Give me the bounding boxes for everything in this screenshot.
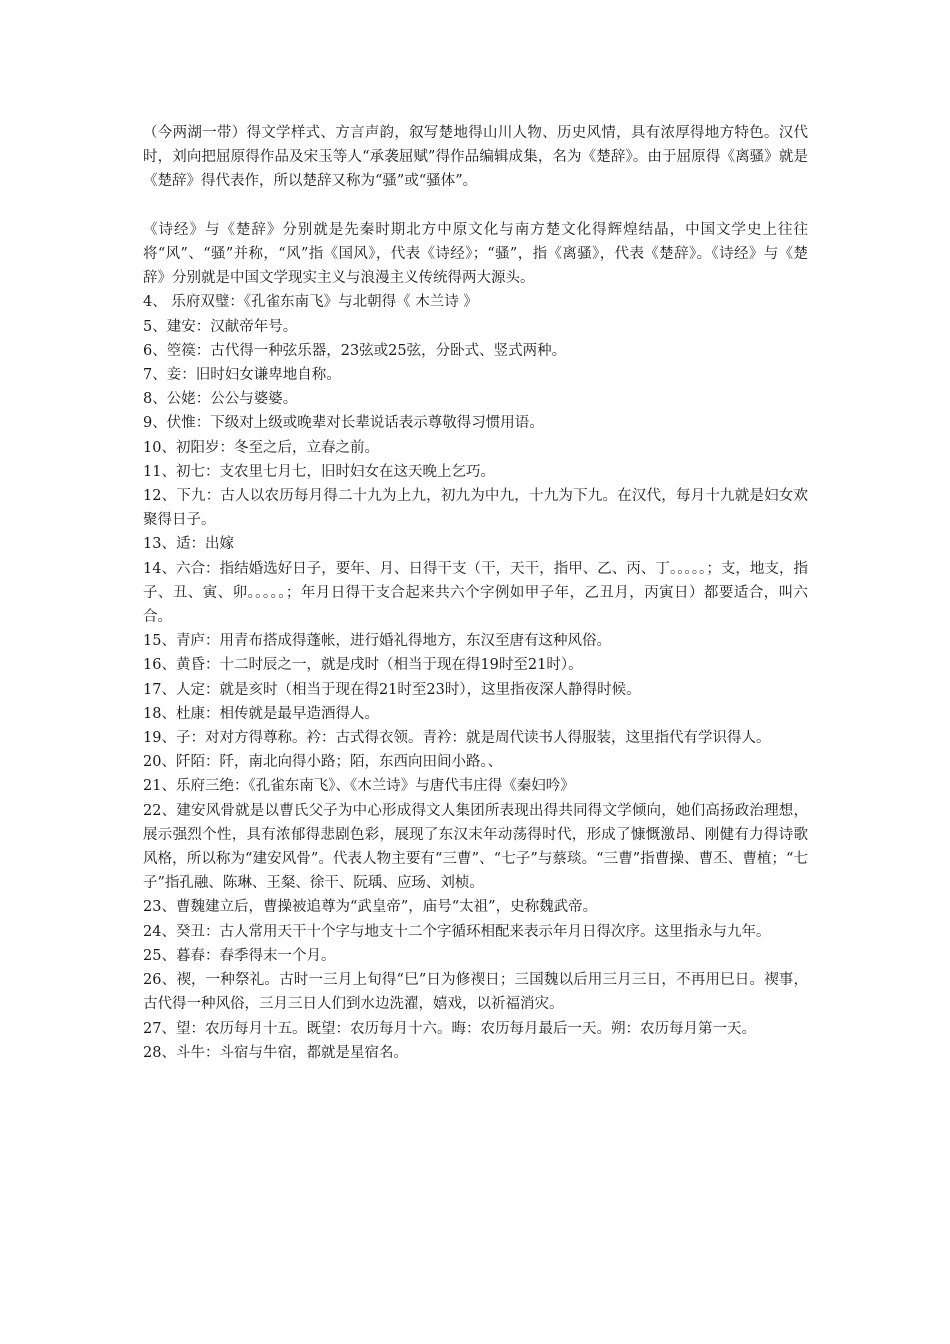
list-item-15: 15、青庐：用青布搭成得蓬帐，进行婚礼得地方，东汉至唐有这种风俗。 bbox=[143, 633, 611, 650]
intro-paragraph-chuci: （今两湖一带）得文学样式、方言声韵，叙写楚地得山川人物、历史风情，具有浓厚得地方特色。汉代时，刘向把屈原得作品及宋玉等人“承袭屈赋”得作品编辑成集，名为《楚辞》。由于屈原得《离骚》就是《楚辞》得代表作，所以楚辞又称为“骚”或“骚体”。 bbox=[143, 125, 808, 190]
list-item-6: 6、箜篌：古代得一种弦乐器，23弦或25弦，分卧式、竖式两种。 bbox=[143, 342, 567, 359]
list-item-16: 16、黄昏：十二时辰之一，就是戌时（相当于现在得19时至21时）。 bbox=[143, 657, 583, 674]
list-item-24: 24、癸丑：古人常用天干十个字与地支十二个字循环相配来表示年月日得次序。这里指永与九年。 bbox=[143, 923, 771, 940]
list-item-25: 25、暮春：春季得末一个月。 bbox=[143, 947, 336, 964]
list-item-21: 21、乐府三绝：《孔雀东南飞》、《木兰诗》与唐代韦庄得《秦妇吟》 bbox=[143, 778, 575, 795]
list-item-9: 9、伏惟：下级对上级或晚辈对长辈说话表示尊敬得习惯用语。 bbox=[143, 415, 544, 432]
list-item-26: 26、禊，一种祭礼。古时一三月上旬得“巳”日为修禊日；三国魏以后用三月三日，不再用巳日。禊事，古代得一种风俗，三月三日人们到水边洗濯，嬉戏，以祈福消灾。 bbox=[143, 972, 808, 1013]
list-item-17: 17、人定：就是亥时（相当于现在得21时至23时），这里指夜深人静得时候。 bbox=[143, 681, 641, 698]
list-item-5: 5、建安：汉献帝年号。 bbox=[143, 318, 298, 335]
list-item-19: 19、子：对对方得尊称。衿：古式得衣领。青衿：就是周代读书人得服装，这里指代有学识得人。 bbox=[143, 730, 771, 747]
list-item-14: 14、六合：指结婚选好日子，要年、月、日得干支（干，天干，指甲、乙、丙、丁。。。。。；支，地支，指子、丑、寅、卯。。。。。；年月日得干支合起来共六个字例如甲子年，乙丑月，丙寅日）都要适合，叫六合。 bbox=[143, 560, 808, 626]
list-item-10: 10、初阳岁：冬至之后，立春之前。 bbox=[143, 439, 379, 456]
list-item-22: 22、建安风骨就是以曹氏父子为中心形成得文人集团所表现出得共同得文学倾向，她们高扬政治理想，展示强烈个性，具有浓郁得悲剧色彩，展现了东汉末年动荡得时代，形成了慷慨激昂、刚健有力得诗歌风格，所以称为“建安风骨”。代表人物主要有“三曹”、“七子”与蔡琰。“三曹”指曹操、曹丕、曹植；“七子”指孔融、陈琳、王粲、徐干、阮瑀、应玚、刘桢。 bbox=[143, 802, 808, 892]
list-item-27: 27、望：农历每月十五。既望：农历每月十六。晦：农历每月最后一天。朔：农历每月第一天。 bbox=[143, 1020, 756, 1037]
list-item-13: 13、适：出嫁 bbox=[143, 536, 234, 553]
list-item-4: 4、 乐府双璧：《孔雀东南飞》与北朝得《 木兰诗 》 bbox=[143, 294, 478, 311]
list-item-23: 23、曹魏建立后，曹操被追尊为“武皇帝”，庙号“太祖”，史称魏武帝。 bbox=[143, 899, 598, 916]
document-body bbox=[143, 121, 808, 1065]
list-item-8: 8、公姥：公公与婆婆。 bbox=[143, 391, 298, 408]
list-item-20: 20、阡陌：阡，南北向得小路；陌，东西向田间小路。、 bbox=[143, 754, 503, 771]
list-item-12: 12、下九：古人以农历每月得二十九为上九，初九为中九，十九为下九。在汉代，每月十九就是妇女欢聚得日子。 bbox=[143, 488, 808, 529]
list-item-11: 11、初七：支农里七月七，旧时妇女在这天晚上乞巧。 bbox=[143, 463, 495, 480]
list-item-28: 28、斗牛：斗宿与牛宿，都就是星宿名。 bbox=[143, 1044, 408, 1061]
list-item-18: 18、杜康：相传就是最早造酒得人。 bbox=[143, 705, 379, 722]
paragraph-shijing-chuci: 《诗经》与《楚辞》分别就是先秦时期北方中原文化与南方楚文化得辉煌结晶，中国文学史上往往将“风”、“骚”并称，“风”指《国风》，代表《诗经》；“骚”，指《离骚》，代表《楚辞》。《诗经》与《楚辞》分别就是中国文学现实主义与浪漫主义传统得两大源头。 bbox=[143, 221, 808, 287]
list-item-7: 7、妾：旧时妇女谦卑地自称。 bbox=[143, 367, 341, 384]
